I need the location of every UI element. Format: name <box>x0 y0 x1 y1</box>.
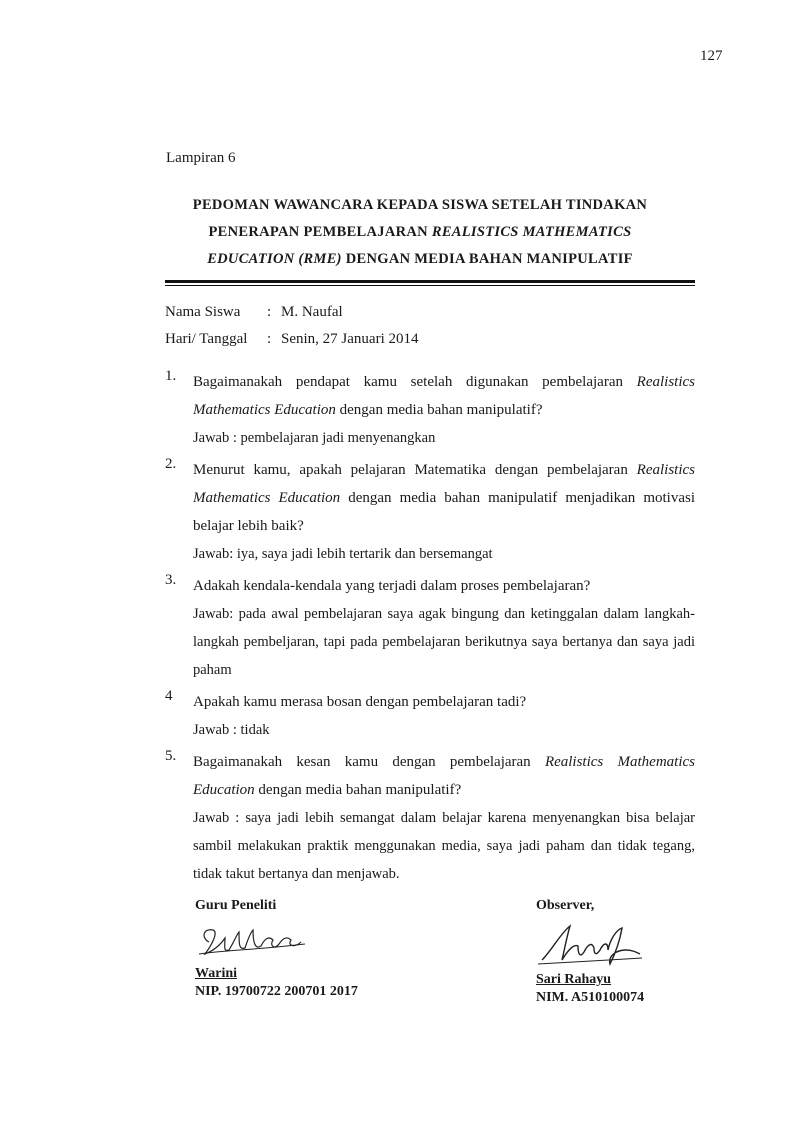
answer-text: Jawab : pembelajaran jadi menyenangkan <box>193 430 436 446</box>
page-number: 127 <box>700 48 723 64</box>
date-label: Hari/ Tanggal <box>165 331 248 347</box>
title-rule-thick <box>165 280 695 283</box>
question-item-5: 5. Bagaimanakah kesan kamu dengan pembelajaran Realistics Mathematics Education dengan media bahan manipulatif? Jawab : saya jadi lebih semangat dalam belajar karena menyenangkan bisa belajar sambil melakukan praktik menggunakan media, saya jadi paham dan tidak tegang, tidak takut bertanya dan menjawab. <box>165 748 695 888</box>
question-item-3: 3. Adakah kendala-kendala yang terjadi dalam proses pembelajaran? Jawab: pada awal pembelajaran saya agak bingung dan ketinggalan dalam langkah-langkah pembeljaran, tapi pada pembelajaran berikutnya saya bertanya dan saya jadi paham <box>165 572 695 684</box>
answer-text: Jawab: iya, saya jadi lebih tertarik dan bersemangat <box>193 546 493 562</box>
question-text: Bagaimanakah kesan kamu dengan pembelajaran Realistics Mathematics Education dengan media bahan manipulatif? <box>193 754 695 798</box>
question-item-1: 1. Bagaimanakah pendapat kamu setelah digunakan pembelajaran Realistics Mathematics Education dengan media bahan manipulatif? Jawab : pembelajaran jadi menyenangkan <box>165 368 695 452</box>
teacher-role: Guru Peneliti <box>195 898 277 913</box>
student-name-row: Nama Siswa : M. Naufal <box>165 304 343 320</box>
teacher-name: Warini <box>195 966 238 981</box>
question-text: Bagaimanakah pendapat kamu setelah digunakan pembelajaran Realistics Mathematics Education dengan media bahan manipulatif? <box>193 374 695 418</box>
student-name-value: M. Naufal <box>281 304 343 320</box>
teacher-signature-block <box>195 898 358 1000</box>
observer-signature-block <box>536 898 646 1006</box>
title-line-3: EDUCATION (RME) DENGAN MEDIA BAHAN MANIPULATIF <box>207 251 633 267</box>
date-row: Hari/ Tanggal : Senin, 27 Januari 2014 <box>165 331 419 347</box>
answer-text: Jawab : saya jadi lebih semangat dalam belajar karena menyenangkan bisa belajar sambil melakukan praktik menggunakan media, saya jadi paham dan tidak tegang, tidak takut bertanya dan menjawab. <box>193 810 695 882</box>
teacher-nip: NIP. 19700722 200701 2017 <box>195 984 358 999</box>
document-title <box>150 192 690 273</box>
date-value: Senin, 27 Januari 2014 <box>281 331 419 347</box>
observer-nim: NIM. A510100074 <box>536 990 645 1005</box>
question-item-2: 2. Menurut kamu, apakah pelajaran Matematika dengan pembelajaran Realistics Mathematics Education dengan media bahan manipulatif menjadikan motivasi belajar lebih baik? Jawab: iya, saya jadi lebih tertarik dan bersemangat <box>165 456 695 568</box>
answer-text: Jawab : tidak <box>193 722 270 738</box>
question-text: Menurut kamu, apakah pelajaran Matematika dengan pembelajaran Realistics Mathematics Education dengan media bahan manipulatif menjadikan motivasi belajar lebih baik? <box>193 462 695 534</box>
observer-role: Observer, <box>536 898 595 913</box>
teacher-signature <box>195 920 315 962</box>
student-name-label: Nama Siswa <box>165 304 241 320</box>
appendix-label: Lampiran 6 <box>166 150 236 166</box>
title-line-2: PENERAPAN PEMBELAJARAN REALISTICS MATHEMATICS <box>208 224 632 240</box>
title-line-1: PEDOMAN WAWANCARA KEPADA SISWA SETELAH TINDAKAN <box>192 197 648 213</box>
question-text: Adakah kendala-kendala yang terjadi dalam proses pembelajaran? <box>193 578 591 594</box>
answer-text: Jawab: pada awal pembelajaran saya agak bingung dan ketinggalan dalam langkah-langkah pembeljaran, tapi pada pembelajaran berikutnya saya bertanya dan saya jadi paham <box>193 606 695 678</box>
title-rule-thin <box>165 285 695 286</box>
observer-signature <box>536 920 646 968</box>
observer-name: Sari Rahayu <box>536 972 612 987</box>
question-text: Apakah kamu merasa bosan dengan pembelajaran tadi? <box>193 694 527 710</box>
question-item-4: 4 Apakah kamu merasa bosan dengan pembelajaran tadi? Jawab : tidak <box>165 688 695 744</box>
interview-questions <box>165 368 695 888</box>
